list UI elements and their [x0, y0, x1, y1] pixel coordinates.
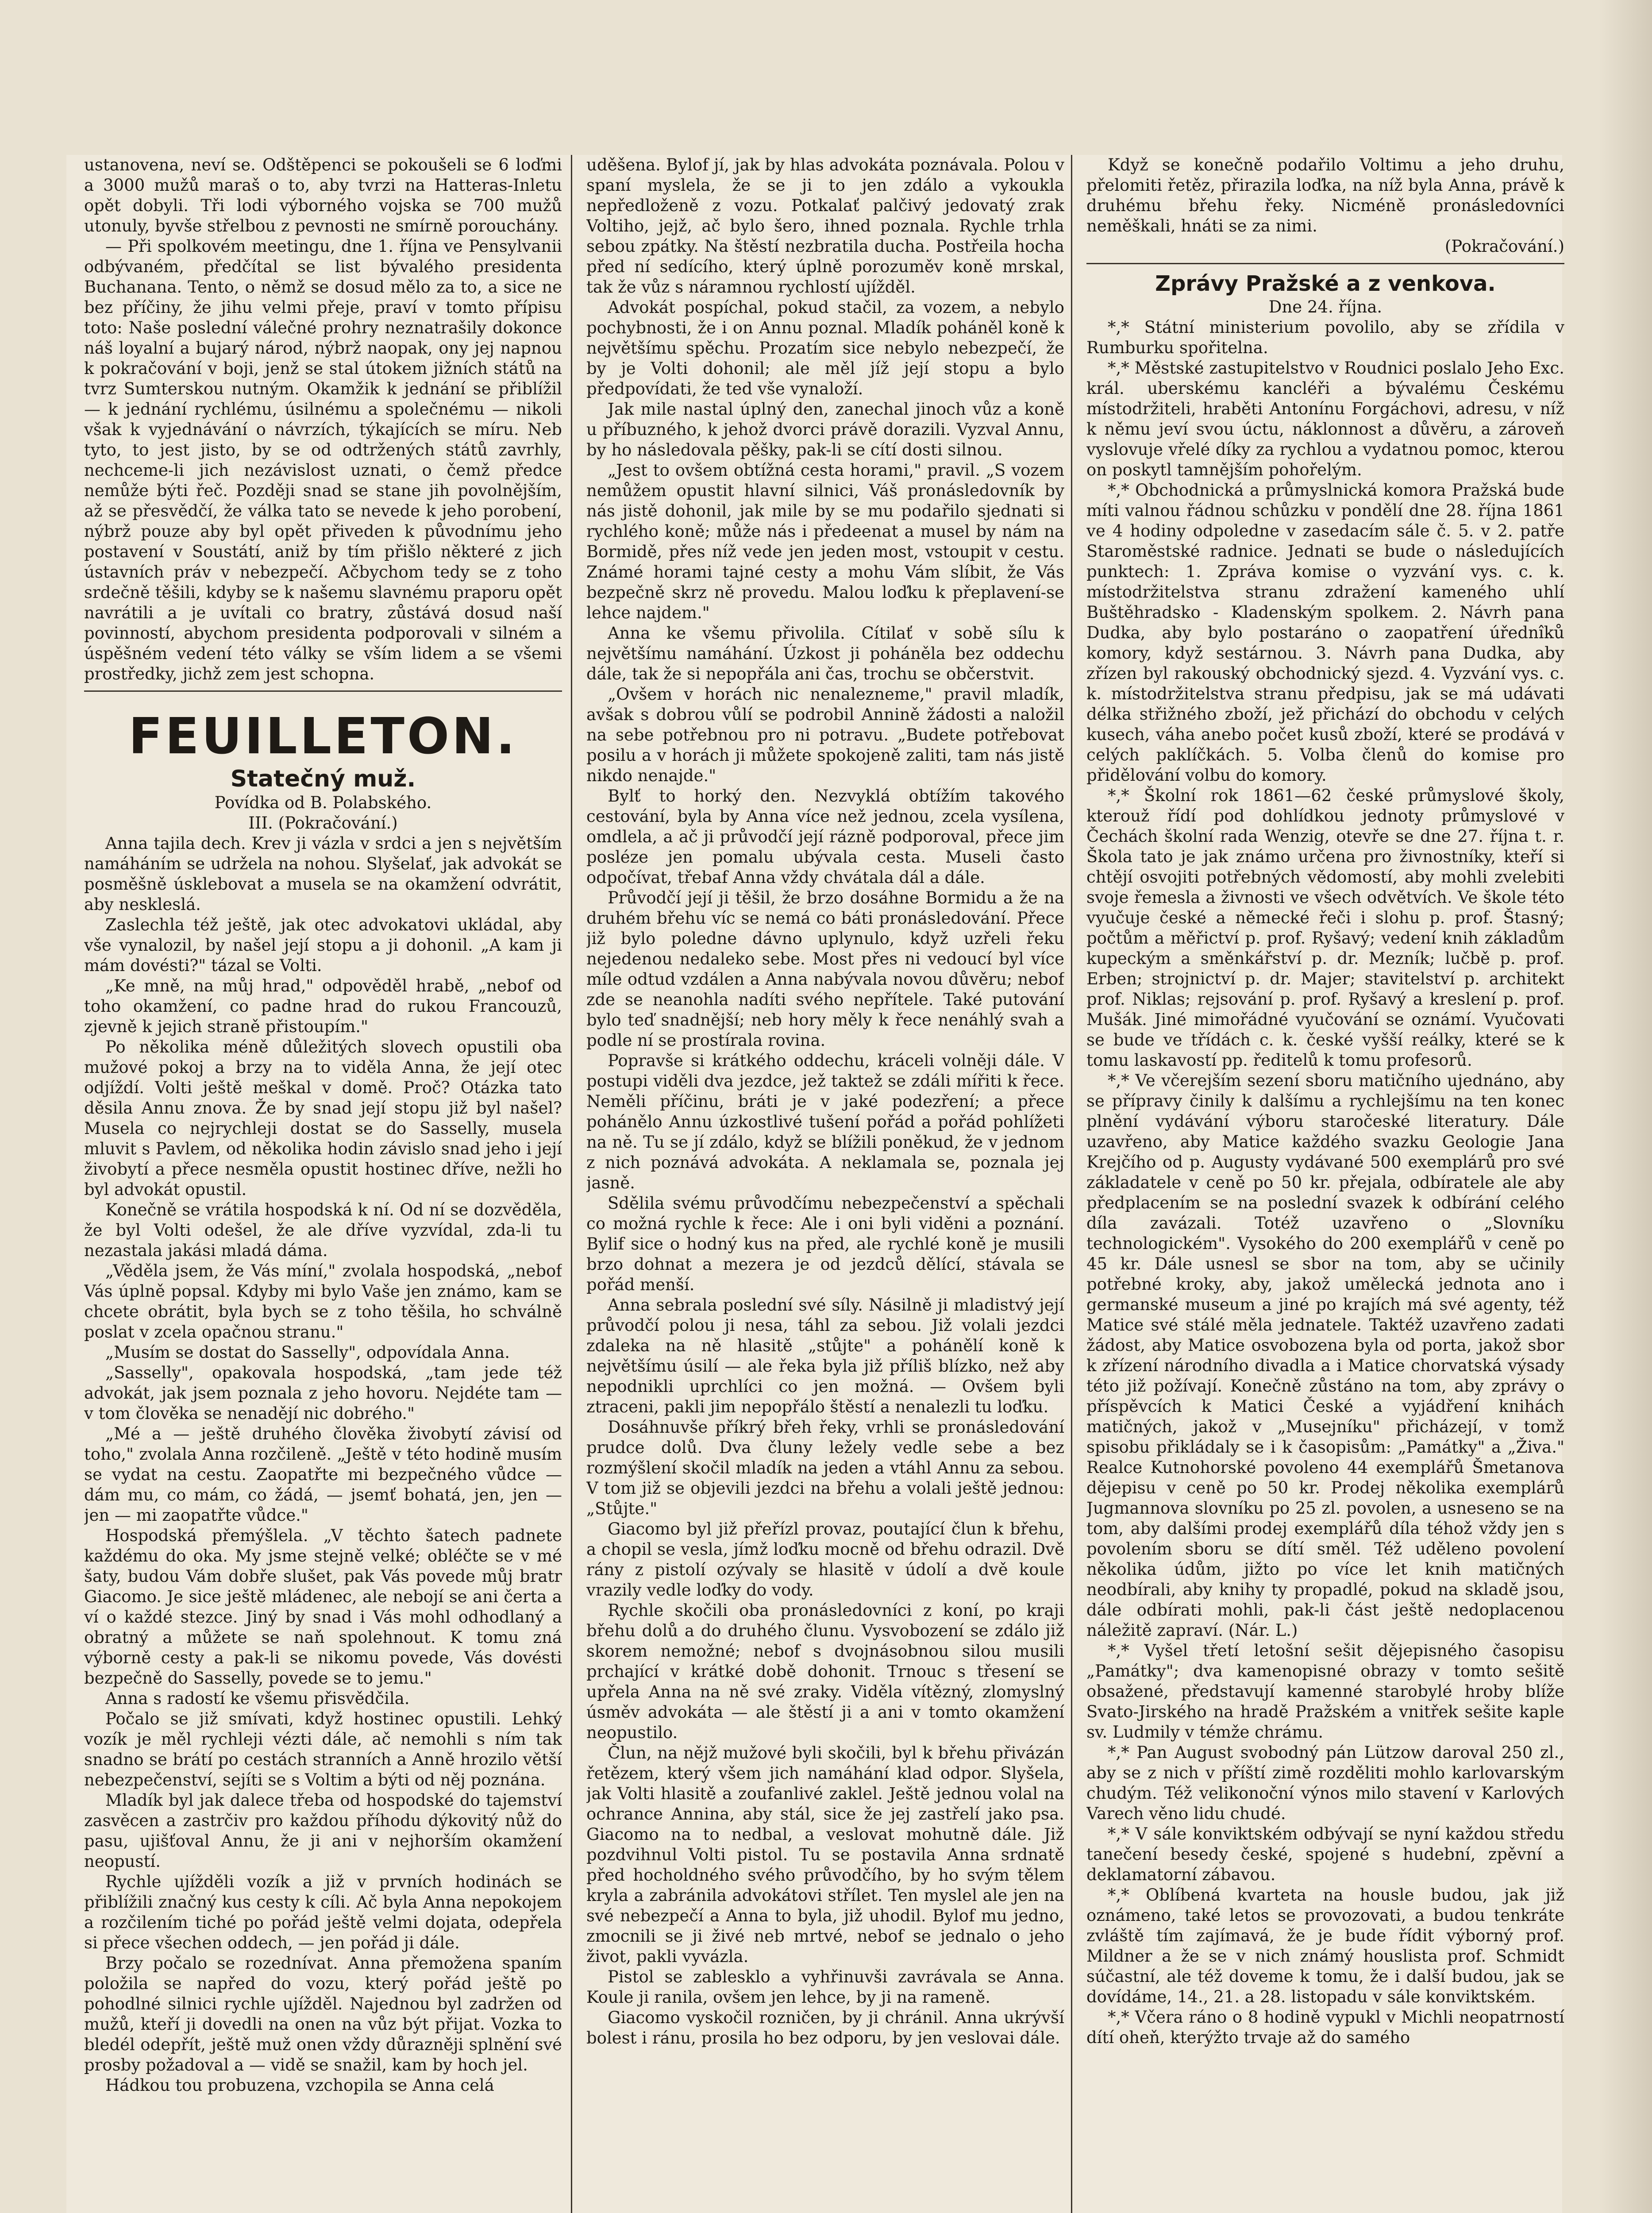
- story-paragraph: Po několika méně důležitých slovech opustili oba mužové pokoj a brzy na to viděla Anna, že její otec odjíždí. Volti ještě meškal v domě. Proč? Otázka tato děsila Annu znova. Že by snad její stopu již byl našel? Musela co nejrychleji dostat se do Sasselly, musela mluvit s Pavlem, od několika hodin závislo snad jeho i její živobytí a přece nesměla opustit hostinec dříve, nežli ho byl advokát opustil.: [84, 1037, 562, 1199]
- story-paragraph: Giacomo byl již přeřízl provaz, poutající člun k břehu, a chopil se vesla, jímž loďku mocně od břehu odrazil. Dvě rány z pistolí ozývaly se hlasitě v údolí a dvě koule vrazily vedle loďky do vody.: [586, 1519, 1064, 1600]
- story-paragraph: „Ovšem v horách nic nenalezneme," pravil mladík, avšak s dobrou vůlí se podrobil Annině žádosti a naložil na sebe potřebnou pro ni potravu. „Budete potřebovat posilu a v horách ji můžete spokojeně zaliti, tam nás jistě nikdo nenajde.": [586, 685, 1064, 785]
- story-paragraph: Dosáhnuvše příkrý břeh řeky, vrhli se pronásledování prudce dolů. Dva čluny ležely vedle sebe a bez rozmýšlení skočil mladík na jeden a vtáhl Annu za sebou. V tom již se objevili jezdci na břehu a volali ještě jednou: „Stůjte.": [586, 1418, 1064, 1518]
- story-paragraph: Sdělila svému průvodčímu nebezpečenství a spěchali co možná rychle k řece: Ale i oni byli viděni a poznání. Bylif sice o hodný kus na před, ale rychlé koně je musili brzo dohnat a mezera je od jezdců dělící, stávala se pořád menší.: [586, 1194, 1064, 1294]
- story-paragraph: Rychle skočili oba pronásledovníci z koní, po kraji břehu dolů a do druhého člunu. Vysvobození se zdálo již skorem nemožné; nebof s dvojnásobnou silou musili prchající v krátké době dohonit. Trnouc s třesení se upřela Anna na ně své zraky. Viděla vítězný, zlomyslný úsměv advokáta — ale štěstí ji a ani v tomto okamžení neopustilo.: [586, 1601, 1064, 1742]
- story-paragraph: Člun, na nějž mužové byli skočili, byl k břehu přivázán řetězem, který všem jich namáhání klad odpor. Slyšela, jak Volti hlasitě a zoufanlivé zaklel. Ještě jednou volal na ochrance Annina, aby stál, sice že jej zastřelí jako psa. Giacomo na to nedbal, a veslovat mohutně dále. Již pozdvihnul Volti pistol. Tu se postavila Anna srdnatě před hocholdného svého průvodčího, by ho svým tělem kryla a zabránila advokátovi střílet. Ten myslel ale jen na své nebezpečí a Anna to byla, již uhodil. Bylof mu jedno, zmocnili se ji živé neb mrtvé, nebof se jednalo o jeho život, pakli vyvázla.: [586, 1743, 1064, 1966]
- column-divider: [1071, 155, 1072, 2213]
- middle-column: [586, 155, 1064, 2213]
- continued-note: (Pokračování.): [1444, 237, 1564, 256]
- story-author: Povídka od B. Polabského.: [214, 793, 432, 812]
- story-paragraph: Hospodská přemýšlela. „V těchto šatech padnete každému do oka. My jsme stejně velké; obléčte se v mé šaty, budou Vám dobře slušet, pak Vás povede můj bratr Giacomo. Je sice ještě mládenec, ale nebojí se ani čerta a ví o každé stezce. Jiný by snad i Vás mohl odhodlaný a obratný a můžete se naň spolehnout. K tomu zná výborně cesty a pak-li se nikomu povede, Vás dovésti bezpečně do Sasselly, povede se to jemu.": [84, 1526, 562, 1688]
- story-paragraph: Rychle ujížděli vozík a již v prvních hodinách se přiblížili značný kus cesty k cíli. Ač byla Anna nepokojem a rozčilením tiché po pořád ještě velmi dojata, odepřela si přece všechen oddech, — jen pořád ji dále.: [84, 1872, 562, 1952]
- news-item: *,* Oblíbená kvarteta na housle budou, jak již oznámeno, také letos se provozovati, a budou tenkráte zvláště tím zajímavá, že je bude řídit výborný prof. Mildner a že se v nich známý houslista prof. Schmidt súčastní, ale též doveme k tomu, že i další budou, jak se dovídáme, 14., 21. a 28. listopadu v sále konviktském.: [1086, 1885, 1564, 2006]
- story-paragraph: „Musím se dostat do Sasselly", odpovídala Anna.: [105, 1343, 510, 1362]
- story-paragraph: Brzy počalo se rozednívat. Anna přemožena spaním položila se napřed do vozu, který pořád ještě po pohodlné silnici rychle ujížděl. Najednou byl zadržen od mužů, kteří ji dovedli na onen na vůz být přijat. Vozka to bledél odepřít, ještě muž onen vždy důrazněji splnění své prosby požadoval a — vidě se snažil, kam by hoch jel.: [84, 1954, 562, 2074]
- story-paragraph: „Věděla jsem, že Vás míní," zvolala hospodská, „nebof Vás úplně popsal. Kdyby mi bylo Vaše jen známo, kam se chcete obrátit, byla bych se z toho těšila, ho schválně poslat v zcela opačnou stranu.": [84, 1261, 562, 1342]
- story-paragraph: „Sasselly", opakovala hospodská, „tam jede též advokát, jak jsem poznala z jeho hovoru. Nejdéte tam — v tom člověka se nenadějí nic dobrého.": [84, 1363, 562, 1423]
- story-paragraph: Giacomo vyskočil rozničen, by ji chránil. Anna ukrývší bolest i ránu, prosila ho bez odporu, by jen veslovai dále.: [586, 2008, 1064, 2047]
- story-paragraph: Anna tajila dech. Krev ji vázla v srdci a jen s největším namáháním se udržela na nohou. Slyšelať, jak advokát se posměšně úsklebovat a musela se na okamžení odvrátit, aby neskleslá.: [84, 834, 562, 914]
- news-item: *,* Městské zastupitelstvo v Roudnici poslalo Jeho Exc. král. uberskému kancléři a bývalému Českému místodržiteli, hraběti Antonínu Forgáchovi, adresu, v níž k němu jeví svou úctu, náklonnost a důvěru, a zároveň vyslovuje vřelé díky za rychlou a vydatnou pomoc, kterou on poskytl tamnějším pohořelým.: [1086, 359, 1564, 479]
- story-paragraph: Hádkou tou probuzena, vzchopila se Anna celá: [105, 2076, 494, 2095]
- left-column: [84, 155, 562, 2213]
- news-paragraph: — Při spolkovém meetingu, dne 1. října ve Pensylvanii odbývaném, předčítal se list bývalého presidenta Buchanana. Tento, o němž se dosud mělo za to, a sice ne bez příčiny, že jihu velmi přeje, praví v tomto přípisu toto: Naše poslední válečné prohry neznatrašily dokonce náš loyalní a bujarý národ, nýbrž naopak, ony jej napnou k pokračování v boji, jenž se stal útokem jižních států na tvrz Sumterskou nutným. Okamžik k jednání se přiblížil — k jednání rychlému, úsilnému a společnému — nikoli však k vyjednávání o návrzích, týkajících se míru. Neb tyto, to jest jisto, by se od odtržených států zavrhly, nechceme-li jich nezávislost uznati, o čemž předce nemůže býti řeč. Později snad se stane jih povolnějším, až se přesvědčí, že válka tato se nevede k jeho porobení, nýbrž pouze aby byl opět přiveden k původnímu jeho postavení v Soustátí, aniž by tím přišlo některé z jich ústavních práv v nebezpečí. Ačbychom tedy se z toho srdečně těšili, kdyby se k našemu slavnému praporu opět navrátili a je uvítali co bratry, zůstává dosud naší povinností, abychom presidenta podporovali v silném a úspěšném vedení této války se vším lidem a se všemi prostředky, jichž zem jest schopna.: [84, 237, 562, 683]
- news-item: *,* Ve včerejším sezení sboru matičního ujednáno, aby se přípravy činily k dalšímu a rychlejšímu na ten konec plnění vydávání výboru staročeské literatury. Dále uzavřeno, aby Matice každého svazku Geologie Jana Krejčího od p. Augusty vydávané 500 exemplárů pro své základatele v ceně po 50 kr. přejala, odbíratele ale aby předplacením se na poslední svazek k odbírání celého díla zavázali. Totéž uzavřeno o „Slovníku technologickém". Vysokého do 200 exemplářů v ceně po 45 kr. Dále usnesl se sbor na tom, aby se učinily potřebné kroky, aby, jakož umělecká jednota ano i germanské museum a jiné po krajích má své agenty, též Matice své stálé měla jednatele. Taktéž uzavřeno zadati žádost, aby Matice osvobozena byla od porta, jakož sbor k zřízení národního divadla a i Matice chorvatská výsady této již požívají. Konečně zůstáno na tom, aby zprávy o příspěvcích k Matici České a vyjádření knihách matičných, jakož v „Musejníku" přicházejí, v tomž spisobu přikládaly se i k časopisům: „Památky" a „Živa." Realce Kutnohorské povoleno 44 exemplářů Šmetanova dějepisu v ceně po 50 kr. Prodej několika exemplárů Jugmannova slovníku po 25 zl. povolen, a usneseno se na tom, aby dalšími prodej exemplářů díla téhož vždy jen s povolením sboru se dítí směl. Též uděleno povolení několika údům, jižto po více let knih matičných neodbírali, aby knihy ty propadlé, pokud na skladě jsou, dále odbírati mohli, pak-li část ještě nedoplacenou náležitě zapraví. (Nár. L.): [1086, 1071, 1564, 1640]
- dateline: Dne 24. října.: [1268, 297, 1382, 316]
- story-title: Statečný muž.: [230, 766, 416, 792]
- story-paragraph: „Mé a — ještě druhého člověka živobytí závisí od toho," zvolala Anna rozčileně. „Ještě v této hodině musím se vydat na cestu. Zaopatřte mi bezpečného vůdce — dám mu, co mám, co žádá, — jsemť bohatá, jen, jen — jen — mi zaopatřte vůdce.": [84, 1424, 562, 1525]
- news-item: *,* Státní ministerium povolilo, aby se zřídila v Rumburku spořitelna.: [1086, 318, 1564, 357]
- news-item: *,* V sále konviktském odbývají se nyní každou středu tanečení besedy české, spojené s hudební, zpěvní a deklamatorní zábavou.: [1086, 1824, 1564, 1884]
- news-item: *,* Obchodnická a průmyslnická komora Pražská bude míti valnou řádnou schůzku v pondělí dne 28. října 1861 ve 4 hodiny odpoledne v zasedacím sále č. 5. v 2. patře Staroměstské radnice. Jednati se bude o následujících punktech: 1. Zpráva komise o vyzvání vys. c. k. místodržitelstva stranu zdražení kameného uhlí Buštěhradsko - Kladenským spolkem. 2. Návrh pana Dudka, aby bylo postaráno o zaopatření úřednîků komory, když sestárnou. 3. Návrh pana Dudka, aby zřízen byl rakouský obchodnický sjezd. 4. Vyzvání vys. c. k. místodržitelstva stranu předpisu, jak se má udávati délka střižného zboží, jež přichází do obchodu v celých kusech, váha anebo počet kusů zboží, které se prodává v celých paklíčkách. 5. Volba členů do komise pro přidělování volbu do komory.: [1086, 481, 1564, 785]
- story-paragraph: Počalo se již smívati, když hostinec opustili. Lehký vozík je měl rychleji vézti dále, ač nemohli s ním tak snadno se brátí po cestách stranních a Anně hrozilo větší nebezpečenství, sejíti se s Voltim a býti od něj poznána.: [84, 1709, 562, 1789]
- story-paragraph: „Ke mně, na můj hrad," odpověděl hrabě, „nebof od toho okamžení, co padne hrad do rukou Francouzů, zjevně k jejich straně přistoupím.": [84, 976, 562, 1036]
- story-paragraph: Mladík byl jak dalece třeba od hospodské do tajemství zasvěcen a zastrčiv pro každou příhodu dýkovitý nůž do pasu, ujišťoval Annu, že ji ani v nejhorším okamžení neopustí.: [84, 1791, 562, 1871]
- news-item: *,* Včera ráno o 8 hodině vypukl v Michli neopatrností dítí oheň, kterýžto trvaje až do samého: [1086, 2008, 1564, 2047]
- story-paragraph: Bylť to horký den. Nezvyklá obtížím takového cestování, byla by Anna více než jednou, zcela vysílena, omdlela, a ač ji průvodčí její rázně podporoval, přece jim posléze jen pomalu ubývala cesta. Museli často odpočívat, třebaf Anna vždy chvátala dál a dále.: [586, 787, 1064, 887]
- story-paragraph: Anna sebrala poslední své síly. Násilně ji mladistvý její průvodčí polou ji nesa, táhl za sebou. Již volali jezdci zdaleka na ně hlasitě „stůjte" a pohánělí koně k největšímu úsilí — ale řeka byla již příliš blízko, než aby nepodnikli uprchlíci co jen možná. — Ovšem byli ztraceni, pakli jim nepopřálo štěstí a nenalezli tu loďku.: [586, 1295, 1064, 1416]
- section-rule: [1086, 263, 1564, 264]
- newspaper-page: [66, 155, 1562, 2213]
- news-section-title: Zprávy Pražské a z venkova.: [1155, 271, 1496, 296]
- story-paragraph: Zaslechla též ještě, jak otec advokatovi ukládal, aby vše vynalozil, by našel její stopu a ji dohonil. „A kam ji mám dovésti?" tázal se Volti.: [84, 915, 562, 975]
- right-column: [1086, 155, 1564, 2213]
- story-paragraph: Anna s radostí ke všemu přisvědčila.: [105, 1689, 410, 1708]
- story-paragraph: Průvodčí její ji těšil, že brzo dosáhne Bormidu a že na druhém břehu víc se nemá co báti pronásledování. Přece již bylo poledne dávno uplynulo, když uzřeli řeku nejedenou nedaleko sebe. Most přes ni vedoucí byl více míle odtud vzdálen a Anna nabývala novou důvěru; nebof zde se neanohla nadíti svého nepřítele. Také putování bylo teď snadnější; neb hory měly k řece nenáhlý svah a podle ní se prostírala rovina.: [586, 888, 1064, 1050]
- column-divider: [571, 155, 572, 2213]
- news-paragraph: ustanovena, neví se. Odštěpenci se pokoušeli se 6 loďmi a 3000 mužů maraš o to, aby tvrzi na Hatteras-Inletu opět dobyli. Tři lodi výborného vojska se 700 mužů utonuly, byvše střelbou z pevnosti ne smírně porouchány.: [84, 155, 562, 235]
- page-edge-shadow: [1599, 0, 1652, 2213]
- news-item: *,* Pan August svobodný pán Lützow daroval 250 zl., aby se z nich v příští zimě rozděliti mohlo karlovarským chudým. Též velikonoční výnos milo stavení v Karlových Varech věno lidu chudé.: [1086, 1743, 1564, 1823]
- story-paragraph: Pistol se zablesklo a vyhřinuvši zavrávala se Anna. Koule ji ranila, ovšem jen lehce, by ji na rameně.: [586, 1967, 1064, 2007]
- story-paragraph: Popravše si krátkého oddechu, kráceli volněji dále. V postupi viděli dva jezdce, jež taktež se zdáli mířiti k řece. Neměli příčinu, bráti je v jaké podezření; a přece pohánělo Annu úzkostlivé tušení pořád a pořád pohlížeti na ně. Tu se jí zdálo, když se blížili poněkud, že v jednom z nich poznává advokáta. A neklamala se, poznala jej jasně.: [586, 1051, 1064, 1192]
- story-paragraph: Když se konečně podařilo Voltimu a jeho druhu, přelomiti řetěz, přirazila loďka, na níž byla Anna, právě k druhému břehu řeky. Nicméně pronásledovníci neměškali, hnáti se za nimi.: [1086, 155, 1564, 235]
- story-paragraph: Konečně se vrátila hospodská k ní. Od ní se dozvěděla, že byl Volti odešel, že ale dříve vyzvídal, zda-li tu nezastala jakási mladá dáma.: [84, 1200, 562, 1260]
- feuilleton-rule: [84, 690, 562, 692]
- story-paragraph: Advokát pospíchal, pokud stačil, za vozem, a nebylo pochybnosti, že i on Annu poznal. Mladík poháněl koně k největšímu spěchu. Prozatím sice nebylo nebezpečí, že by je Volti dohonil; ale měl jíž její stopu a bylo předpovídati, že ted vše vynaloží.: [586, 298, 1064, 398]
- story-paragraph: Jak mile nastal úplný den, zanechal jinoch vůz a koně u příbuzného, k jehož dvorci právě dorazili. Vyzval Annu, by ho následovala pěšky, pak-li se cítí dosti silnou.: [586, 400, 1064, 459]
- feuilleton-heading: FEUILLETON.: [128, 708, 518, 765]
- story-paragraph: „Jest to ovšem obtížná cesta horami," pravil. „S vozem nemůžem opustit hlavní silnici, Váš pronásledovník by nás jistě dohonil, jak mile by se mu podařilo sjednati si rychlého koně; může nás i předeenat a musel by nám na Bormidě, přes níž vede jen jeden most, vstoupit v cestu. Známé horami tajné cesty a mohu Vám slíbit, že Vás bezpečně skrz ně provedu. Malou loďku k přeplavení-se lehce najdem.": [586, 461, 1064, 622]
- story-chapter: III. (Pokračování.): [248, 813, 398, 833]
- story-paragraph: uděšena. Bylof jí, jak by hlas advokáta poznávala. Polou v spaní myslela, že se ji to jen zdálo a vykoukla nepředloženě z vozu. Potkalať palčivý jedovatý zrak Voltiho, jejž, ač bylo šero, ihned poznala. Rychle trhla sebou zpátky. Na štěstí nezbratila ducha. Postřeila hocha před ní sedícího, který úplně porozuměv koně mrskal, tak že vůz s náramnou rychlostí ujížděl.: [586, 155, 1064, 297]
- news-item: *,* Vyšel třetí letošní sešit dějepisného časopisu „Památky"; dva kamenopisné obrazy v tomto sešitě obsažené, představují kamenné starobylé hroby blíže Svato-Jirského na hradě Pražském a vnitřek sešite kaple sv. Ludmily v témže chrámu.: [1086, 1641, 1564, 1742]
- story-paragraph: Anna ke všemu přivolila. Cítilať v sobě sílu k největšímu namáhání. Úzkost ji poháněla bez oddechu dále, tak že si nepopřála ani čas, trochu se občerstvit.: [586, 624, 1064, 683]
- news-item: *,* Školní rok 1861—62 české průmyslové školy, kterouž řídí pod dohlídkou jednoty průmyslové v Čechách školní rada Wenzig, otevře se dne 27. října t. r. Škola tato je jak známo určena pro živnostníky, kteří si chtějí osvojiti potřebných vědomostí, aby mohli zvelebiti svoje řemesla a živnosti ve všech odvětvích. Ve škole této vyučuje české a německé řeči i slohu p. prof. Štasný; počtům a měřictví p. prof. Ryšavý; vedení knih základům kupeckým a směnkářství p. dr. Mezník; lučbě p. prof. Erben; strojnictví p. dr. Majer; stavitelství p. architekt prof. Niklas; rejsování p. prof. Ryšavý a kreslení p. prof. Mušák. Jiné mimořádné vyučování se oznámí. Vyučovati se bude ve třídách c. k. české vyšší reálky, které se k tomu laskavostí pp. ředitelů k tomu profesorů.: [1086, 786, 1564, 1070]
